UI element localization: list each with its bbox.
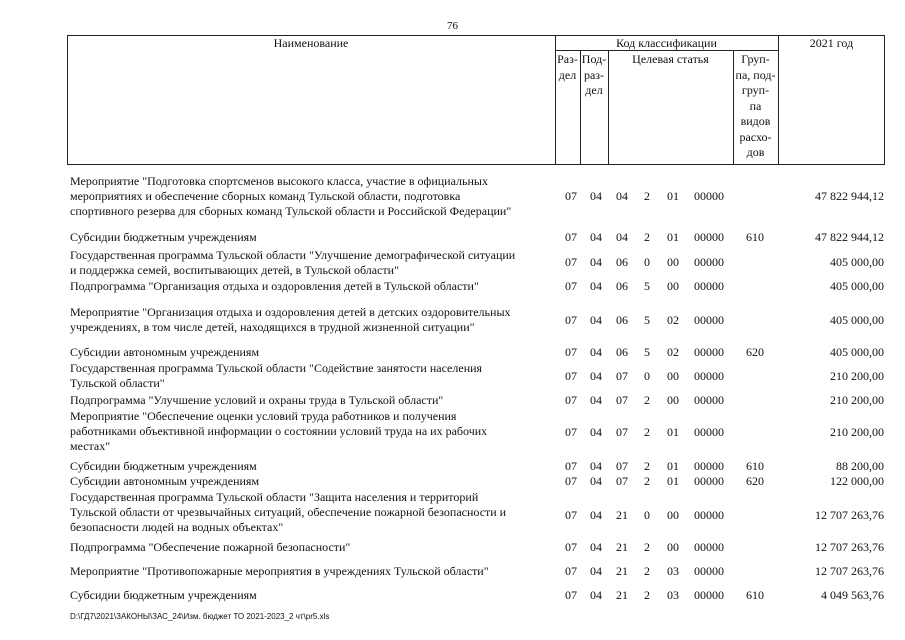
- target-subprogram-cell: 5: [644, 313, 650, 327]
- amount-cell: 405 000,00: [830, 279, 884, 293]
- target-program-cell: 07: [616, 474, 628, 488]
- podrazdel-cell: 04: [590, 540, 602, 554]
- target-event-cell: 00: [667, 279, 679, 293]
- target-direction-cell: 00000: [694, 369, 724, 383]
- target-subprogram-cell: 0: [644, 508, 650, 522]
- target-event-cell: 00: [667, 508, 679, 522]
- target-direction-cell: 00000: [694, 279, 724, 293]
- target-direction-cell: 00000: [694, 459, 724, 473]
- target-program-cell: 06: [616, 279, 628, 293]
- razdel-cell: 07: [565, 345, 577, 359]
- header-name: Наименование: [273, 36, 349, 50]
- header-razdel: Раз- дел: [557, 52, 578, 82]
- header-code-classification: Код классификации: [616, 36, 717, 50]
- target-direction-cell: 00000: [694, 393, 724, 407]
- razdel-cell: 07: [565, 508, 577, 522]
- target-program-cell: 21: [616, 588, 628, 602]
- target-event-cell: 01: [667, 425, 679, 439]
- row-name: Мероприятие "Противопожарные мероприятия в учреждениях Тульской области": [70, 564, 489, 578]
- target-event-cell: 02: [667, 313, 679, 327]
- razdel-cell: 07: [565, 230, 577, 244]
- expense-group-cell: 620: [746, 474, 764, 488]
- razdel-cell: 07: [565, 279, 577, 293]
- amount-cell: 210 200,00: [830, 393, 884, 407]
- podrazdel-cell: 04: [590, 345, 602, 359]
- row-name: Субсидии автономным учреждениям: [70, 474, 260, 488]
- podrazdel-cell: 04: [590, 189, 602, 203]
- header-podrazdel: Под- раз- дел: [581, 52, 607, 97]
- podrazdel-cell: 04: [590, 279, 602, 293]
- target-subprogram-cell: 2: [644, 564, 650, 578]
- podrazdel-cell: 04: [590, 393, 602, 407]
- target-subprogram-cell: 2: [644, 189, 650, 203]
- razdel-cell: 07: [565, 474, 577, 488]
- amount-cell: 47 822 944,12: [815, 189, 884, 203]
- row-name: Субсидии бюджетным учреждениям: [70, 230, 257, 244]
- target-program-cell: 07: [616, 393, 628, 407]
- target-direction-cell: 00000: [694, 564, 724, 578]
- target-event-cell: 00: [667, 540, 679, 554]
- divider: [778, 35, 779, 165]
- target-event-cell: 00: [667, 255, 679, 269]
- razdel-cell: 07: [565, 369, 577, 383]
- target-subprogram-cell: 5: [644, 345, 650, 359]
- page-number: 76: [447, 20, 458, 32]
- row-name: Государственная программа Тульской области "Улучшение демографической ситуации и поддержка семей, воспитывающих детей, в Тульской области": [70, 248, 516, 277]
- table-header: [67, 35, 885, 165]
- target-subprogram-cell: 2: [644, 230, 650, 244]
- target-direction-cell: 00000: [694, 425, 724, 439]
- expense-group-cell: 610: [746, 459, 764, 473]
- amount-cell: 47 822 944,12: [815, 230, 884, 244]
- target-program-cell: 21: [616, 508, 628, 522]
- row-name: Государственная программа Тульской области "Защита населения и территорий Тульской области от чрезвычайных ситуаций, обеспечение пожарной безопасности и безопасности людей на водных объектах": [70, 490, 507, 534]
- expense-group-cell: 610: [746, 588, 764, 602]
- target-program-cell: 04: [616, 189, 628, 203]
- amount-cell: 405 000,00: [830, 255, 884, 269]
- podrazdel-cell: 04: [590, 230, 602, 244]
- target-event-cell: 00: [667, 393, 679, 407]
- header-expense-group: Груп- па, под- груп- па видов расхо- дов: [735, 52, 776, 159]
- header-target-article: Целевая статья: [632, 52, 709, 66]
- target-direction-cell: 00000: [694, 508, 724, 522]
- amount-cell: 4 049 563,76: [821, 588, 884, 602]
- target-event-cell: 02: [667, 345, 679, 359]
- target-subprogram-cell: 0: [644, 369, 650, 383]
- razdel-cell: 07: [565, 564, 577, 578]
- podrazdel-cell: 04: [590, 255, 602, 269]
- row-name: Подпрограмма "Организация отдыха и оздоровления детей в Тульской области": [70, 279, 479, 293]
- target-event-cell: 00: [667, 369, 679, 383]
- target-event-cell: 01: [667, 459, 679, 473]
- target-program-cell: 06: [616, 345, 628, 359]
- target-event-cell: 03: [667, 564, 679, 578]
- target-direction-cell: 00000: [694, 230, 724, 244]
- target-program-cell: 21: [616, 564, 628, 578]
- target-program-cell: 06: [616, 313, 628, 327]
- target-event-cell: 03: [667, 588, 679, 602]
- row-name: Подпрограмма "Улучшение условий и охраны труда в Тульской области": [70, 393, 444, 407]
- podrazdel-cell: 04: [590, 369, 602, 383]
- target-program-cell: 07: [616, 425, 628, 439]
- podrazdel-cell: 04: [590, 474, 602, 488]
- target-event-cell: 01: [667, 474, 679, 488]
- amount-cell: 88 200,00: [836, 459, 884, 473]
- target-program-cell: 06: [616, 255, 628, 269]
- target-direction-cell: 00000: [694, 255, 724, 269]
- expense-group-cell: 610: [746, 230, 764, 244]
- amount-cell: 210 200,00: [830, 425, 884, 439]
- target-program-cell: 21: [616, 540, 628, 554]
- target-direction-cell: 00000: [694, 189, 724, 203]
- razdel-cell: 07: [565, 425, 577, 439]
- razdel-cell: 07: [565, 189, 577, 203]
- header-year: 2021 год: [809, 36, 854, 50]
- target-subprogram-cell: 2: [644, 459, 650, 473]
- razdel-cell: 07: [565, 459, 577, 473]
- target-event-cell: 01: [667, 189, 679, 203]
- amount-cell: 12 707 263,76: [815, 508, 884, 522]
- amount-cell: 405 000,00: [830, 313, 884, 327]
- row-name: Мероприятие "Подготовка спортсменов высокого класса, участие в официальных мероприятиях и обеспечение сборных команд Тульской области, подготовка спортивного резерва для сборных команд Тульской области и Российской Федерации": [70, 174, 512, 218]
- target-direction-cell: 00000: [694, 345, 724, 359]
- target-direction-cell: 00000: [694, 474, 724, 488]
- target-direction-cell: 00000: [694, 588, 724, 602]
- target-subprogram-cell: 2: [644, 540, 650, 554]
- podrazdel-cell: 04: [590, 588, 602, 602]
- podrazdel-cell: 04: [590, 313, 602, 327]
- amount-cell: 210 200,00: [830, 369, 884, 383]
- target-subprogram-cell: 5: [644, 279, 650, 293]
- expense-group-cell: 620: [746, 345, 764, 359]
- podrazdel-cell: 04: [590, 425, 602, 439]
- row-name: Подпрограмма "Обеспечение пожарной безопасности": [70, 540, 351, 554]
- row-name: Субсидии бюджетным учреждениям: [70, 459, 257, 473]
- razdel-cell: 07: [565, 393, 577, 407]
- razdel-cell: 07: [565, 255, 577, 269]
- amount-cell: 12 707 263,76: [815, 564, 884, 578]
- target-program-cell: 04: [616, 230, 628, 244]
- file-path-footer: D:\ГД7\2021\ЗАКОНЫ\ЗАС_24\Изм. бюджет ТО 2021-2023_2 чт\pr5.xls: [70, 612, 330, 621]
- razdel-cell: 07: [565, 313, 577, 327]
- row-name: Мероприятие "Организация отдыха и оздоровления детей в детских оздоровительных учреждениях, в том числе детей, находящихся в трудной жизненной ситуации": [70, 305, 511, 334]
- target-subprogram-cell: 2: [644, 393, 650, 407]
- target-direction-cell: 00000: [694, 540, 724, 554]
- row-name: Государственная программа Тульской области "Содействие занятости населения Тульской области": [70, 361, 483, 390]
- amount-cell: 122 000,00: [830, 474, 884, 488]
- target-event-cell: 01: [667, 230, 679, 244]
- target-subprogram-cell: 2: [644, 588, 650, 602]
- target-program-cell: 07: [616, 369, 628, 383]
- podrazdel-cell: 04: [590, 564, 602, 578]
- amount-cell: 12 707 263,76: [815, 540, 884, 554]
- razdel-cell: 07: [565, 588, 577, 602]
- row-name: Субсидии бюджетным учреждениям: [70, 588, 257, 602]
- target-program-cell: 07: [616, 459, 628, 473]
- razdel-cell: 07: [565, 540, 577, 554]
- row-name: Субсидии автономным учреждениям: [70, 345, 260, 359]
- target-direction-cell: 00000: [694, 313, 724, 327]
- podrazdel-cell: 04: [590, 508, 602, 522]
- target-subprogram-cell: 2: [644, 425, 650, 439]
- row-name: Мероприятие "Обеспечение оценки условий труда работников и получения работниками объективной информации о состоянии условий труда на их рабочих местах": [70, 409, 488, 453]
- target-subprogram-cell: 0: [644, 255, 650, 269]
- amount-cell: 405 000,00: [830, 345, 884, 359]
- podrazdel-cell: 04: [590, 459, 602, 473]
- target-subprogram-cell: 2: [644, 474, 650, 488]
